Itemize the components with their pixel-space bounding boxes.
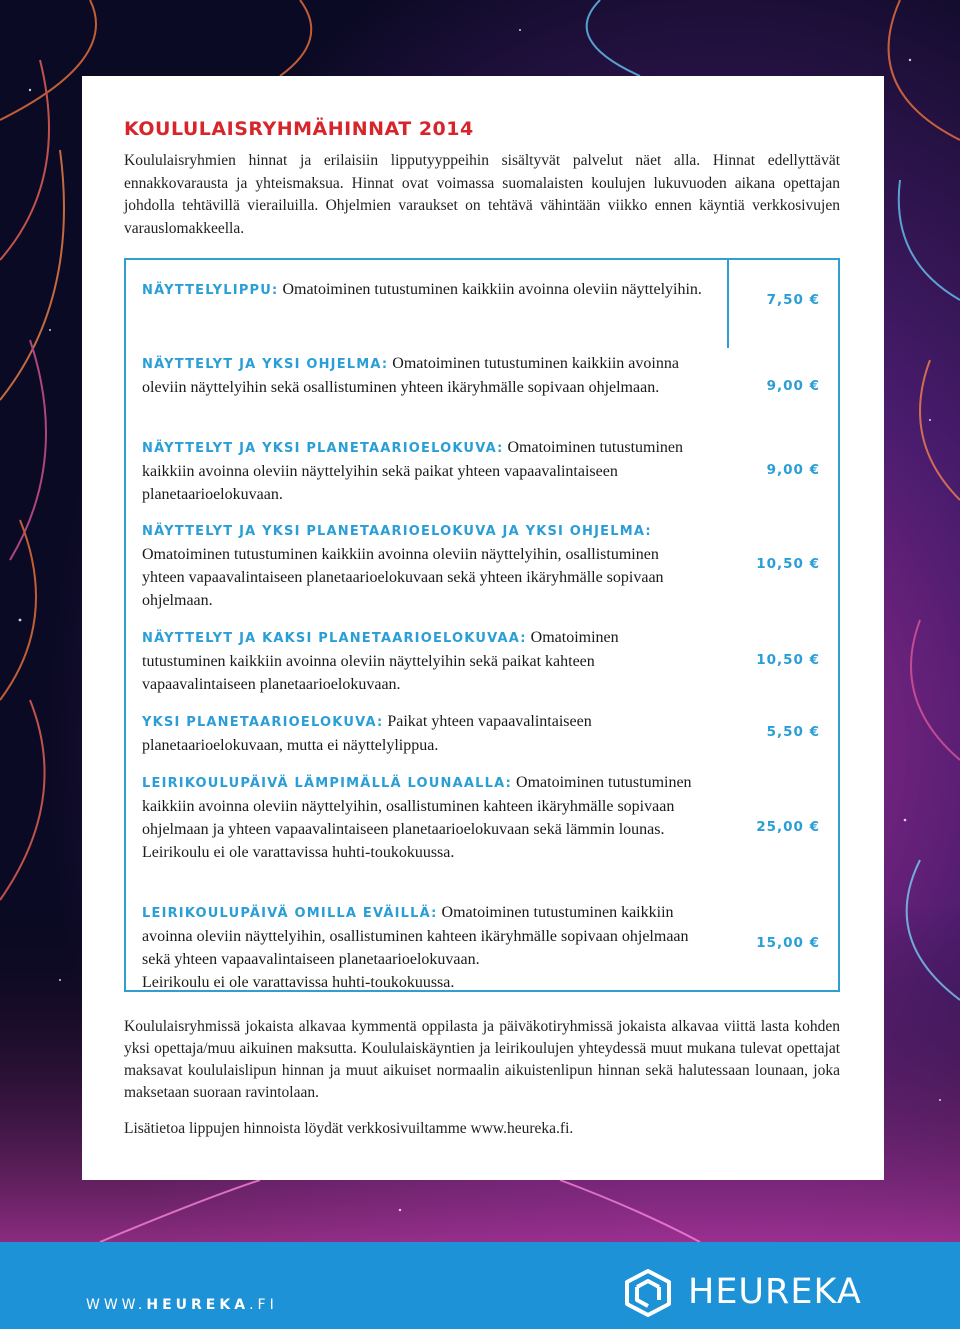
ticket-type-text: Omatoiminen tutustuminen kaikkiin avoinna oleviin näyttelyihin, osallistuminen kahteen ikäryhmälle sopivaan ohjelmaan ja yhteen vapaavalintaiseen planetaarioelokuvaan sekä lämmin lounas. bbox=[142, 774, 692, 838]
price-row-description bbox=[142, 710, 702, 757]
ticket-type-label: NÄYTTELYLIPPU: bbox=[142, 283, 279, 298]
price-value: 15,00 € bbox=[756, 935, 820, 951]
footer-bar bbox=[0, 1242, 960, 1329]
price-row-description bbox=[142, 519, 702, 612]
ticket-type-label: NÄYTTELYT JA KAKSI PLANETAARIOELOKUVAA: bbox=[142, 631, 527, 646]
price-row-description bbox=[142, 278, 702, 302]
more-info-text: Lisätietoa lippujen hinnoista löydät verkkosivuiltamme www.heureka.fi. bbox=[124, 1120, 574, 1137]
site-prefix: WWW. bbox=[86, 1297, 147, 1313]
price-row-description bbox=[142, 436, 702, 506]
site-bold: HEUREKA bbox=[146, 1297, 250, 1313]
website-link[interactable] bbox=[86, 1297, 278, 1313]
ticket-type-label: YKSI PLANETAARIOELOKUVA: bbox=[142, 715, 384, 730]
price-value: 10,50 € bbox=[756, 652, 820, 668]
ticket-type-label: NÄYTTELYT JA YKSI PLANETAARIOELOKUVA: bbox=[142, 441, 504, 456]
ticket-type-text: Omatoiminen tutustuminen kaikkiin avoinna oleviin näyttelyihin sekä osallistuminen yhteen ikäryhmälle sopivaan ohjelmaan. bbox=[142, 355, 679, 396]
heureka-cube-icon bbox=[622, 1268, 674, 1318]
ticket-type-note: Leirikoulu ei ole varattavissa huhti-toukokuussa. bbox=[142, 844, 455, 861]
price-row-description bbox=[142, 901, 702, 994]
outro-text: Koululaisryhmissä jokaista alkavaa kymmentä oppilasta ja päiväkotiryhmissä jokaista alkavaa viittä lasta kohden yksi opettaja/muu aikuinen maksutta. Koululaiskäyntien ja leirikoulujen yhteydessä muut mukana tulevat opettajat maksavat koululaislipun hinnan ja muut aikuiset normaalin aikuistenlipun hinnan sekä halutessaan lounaan, joka maksetaan suoraan ravintolaan. bbox=[124, 1018, 840, 1101]
ticket-type-text: Paikat yhteen vapaavalintaiseen planetaarioelokuvaan, mutta ei näyttelylippua. bbox=[142, 713, 592, 754]
price-card bbox=[82, 76, 884, 1180]
intro-text: Koululaisryhmien hinnat ja erilaisiin lipputyyppeihin sisältyvät palvelut näet alla. Hinnat edellyttävät ennakkovarausta ja yhteismaksua. Hinnat ovat voimassa suomalaisten koulujen lukuvuoden aikana opettajan johdolla tehtävillä vierailuilla. Ohjelmien varaukset on tehtävä vähintään viikko ennen käyntiä verkkosivujen varauslomakkeella. bbox=[124, 152, 840, 237]
ticket-type-text: Omatoiminen tutustuminen kaikkiin avoinna oleviin näyttelyihin, osallistuminen kahteen ikäryhmälle sopivaan ohjelmaan sekä yhteen vapaavalintaiseen planetaarioelokuvaan. bbox=[142, 904, 689, 968]
ticket-type-text: Omatoiminen tutustuminen kaikkiin avoinna oleviin näyttelyihin sekä paikat yhteen vapaavalintaiseen planetaarioelokuvaan. bbox=[142, 439, 684, 503]
price-row-description bbox=[142, 771, 702, 864]
price-row-description bbox=[142, 352, 702, 399]
price-value: 9,00 € bbox=[766, 378, 820, 394]
heureka-logo bbox=[622, 1268, 884, 1318]
price-value: 10,50 € bbox=[756, 556, 820, 572]
price-table bbox=[124, 258, 840, 992]
ticket-type-label: LEIRIKOULUPÄIVÄ LÄMPIMÄLLÄ LOUNAALLA: bbox=[142, 776, 513, 791]
ticket-type-text: Omatoiminen tutustuminen kaikkiin avoinna oleviin näyttelyihin sekä paikat kahteen vapaavalintaiseen planetaarioelokuvaan. bbox=[142, 629, 619, 693]
price-value: 9,00 € bbox=[766, 462, 820, 478]
ticket-type-label: NÄYTTELYT JA YKSI PLANETAARIOELOKUVA JA YKSI OHJELMA: bbox=[142, 524, 652, 539]
price-value: 25,00 € bbox=[756, 819, 820, 835]
page-title: KOULULAISRYHMÄHINNAT 2014 bbox=[124, 118, 474, 140]
ticket-type-note: Leirikoulu ei ole varattavissa huhti-toukokuussa. bbox=[142, 974, 455, 991]
price-value: 5,50 € bbox=[766, 724, 820, 740]
price-value: 7,50 € bbox=[766, 292, 820, 308]
ticket-type-label: NÄYTTELYT JA YKSI OHJELMA: bbox=[142, 357, 389, 372]
ticket-type-text: Omatoiminen tutustuminen kaikkiin avoinna oleviin näyttelyihin. bbox=[282, 281, 702, 298]
logo-text: HEUREKA bbox=[688, 1272, 862, 1312]
ticket-type-label: LEIRIKOULUPÄIVÄ OMILLA EVÄILLÄ: bbox=[142, 906, 438, 921]
site-suffix: .FI bbox=[249, 1297, 278, 1313]
ticket-type-text: Omatoiminen tutustuminen kaikkiin avoinna oleviin näyttelyihin, osallistuminen yhteen vapaavalintaiseen planetaarioelokuvaan sekä yhteen ikäryhmälle sopivaan ohjelmaan. bbox=[142, 546, 664, 609]
price-row-description bbox=[142, 626, 702, 696]
